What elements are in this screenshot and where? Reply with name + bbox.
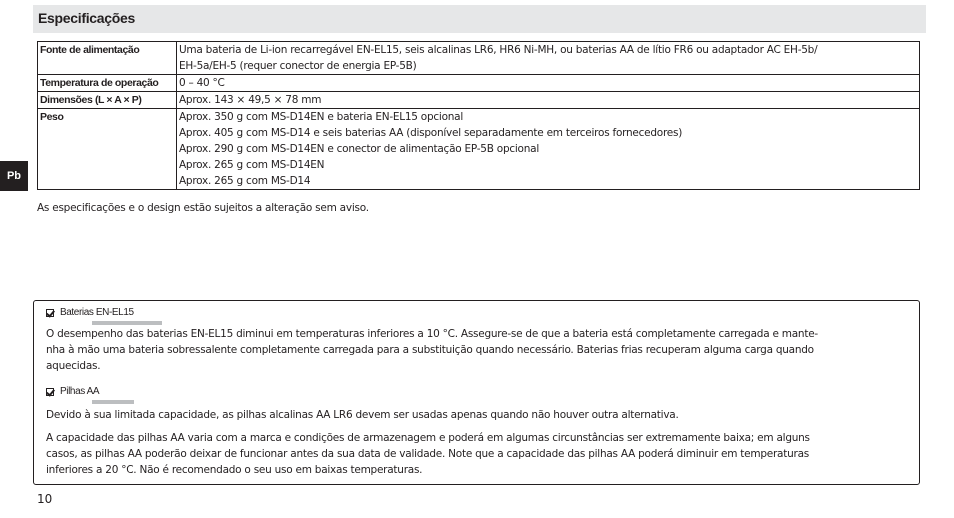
text-line: Devido à sua limitada capacidade, as pilhas alcalinas AA LR6 devem ser usadas apenas quando não houver outra alternativa.	[46, 409, 679, 421]
text-line: A capacidade das pilhas AA varia com a marca e condições de armazenagem e poderá em algumas circunstâncias ser extremamente baixa; em alguns	[46, 432, 810, 444]
row-label: Temperatura de operação	[38, 75, 177, 92]
battery-note-text	[46, 326, 916, 374]
row-value	[177, 42, 920, 75]
text-line: aquecidas.	[46, 360, 101, 372]
specifications-table	[37, 41, 920, 190]
aa-note-text-1	[46, 407, 916, 423]
table-row	[38, 42, 920, 75]
row-value	[177, 109, 920, 190]
note-heading-text: Baterias EN-EL15	[60, 307, 134, 318]
value-line: EH-5a/EH-5 (requer conector de energia EP-5B)	[179, 60, 417, 72]
value-line: Aprox. 350 g com MS-D14EN e bateria EN-EL15 opcional	[179, 111, 464, 123]
aa-note-text-2	[46, 430, 916, 478]
language-tab: Pb	[0, 161, 28, 191]
value-line: Aprox. 290 g com MS-D14EN e conector de alimentação EP-5B opcional	[179, 143, 539, 155]
page-title: Especificações	[38, 10, 135, 26]
value-line: Aprox. 143 × 49,5 × 78 mm	[179, 94, 322, 106]
notes-box	[33, 300, 920, 485]
aa-note-heading	[46, 386, 99, 397]
row-value	[177, 75, 920, 92]
change-notice: As especificações e o design estão sujeitos a alteração sem aviso.	[37, 202, 369, 214]
checkmark-icon	[46, 309, 54, 317]
text-line: casos, as pilhas AA poderão deixar de funcionar antes da sua data de validade. Note que a capacidade das pilhas AA poderá diminuir em temperaturas	[46, 448, 809, 460]
value-line: Aprox. 405 g com MS-D14 e seis baterias AA (disponível separadamente em terceiros fornecedores)	[179, 127, 683, 139]
value-line: 0 – 40 °C	[179, 77, 225, 89]
row-value	[177, 92, 920, 109]
table-row	[38, 75, 920, 92]
text-line: inferiores a 20 °C. Não é recomendado o seu uso em baixas temperaturas.	[46, 464, 423, 476]
section-title-bar	[33, 5, 926, 33]
text-line: nha à mão uma bateria sobressalente completamente carregada para a substituição quando necessário. Baterias frias recuperam alguma carga quando	[46, 344, 814, 356]
heading-underline	[92, 400, 134, 404]
value-line: Aprox. 265 g com MS-D14	[179, 175, 311, 187]
note-heading-text: Pilhas AA	[60, 386, 100, 397]
row-label: Dimensões (L × A × P)	[38, 92, 177, 109]
row-label: Peso	[38, 109, 177, 190]
text-line: O desempenho das baterias EN-EL15 diminui em temperaturas inferiores a 10 °C. Assegure-se de que a bateria está completamente carregada e mante-	[46, 328, 818, 340]
row-label: Fonte de alimentação	[38, 42, 177, 75]
checkmark-icon	[46, 388, 54, 396]
battery-note-heading	[46, 307, 134, 318]
table-row	[38, 92, 920, 109]
value-line: Aprox. 265 g com MS-D14EN	[179, 159, 325, 171]
value-line: Uma bateria de Li-ion recarregável EN-EL15, seis alcalinas LR6, HR6 Ni-MH, ou baterias AA de lítio FR6 ou adaptador AC EH-5b/	[179, 44, 818, 56]
heading-underline	[92, 321, 162, 325]
table-row	[38, 109, 920, 190]
page-number: 10	[37, 492, 53, 506]
